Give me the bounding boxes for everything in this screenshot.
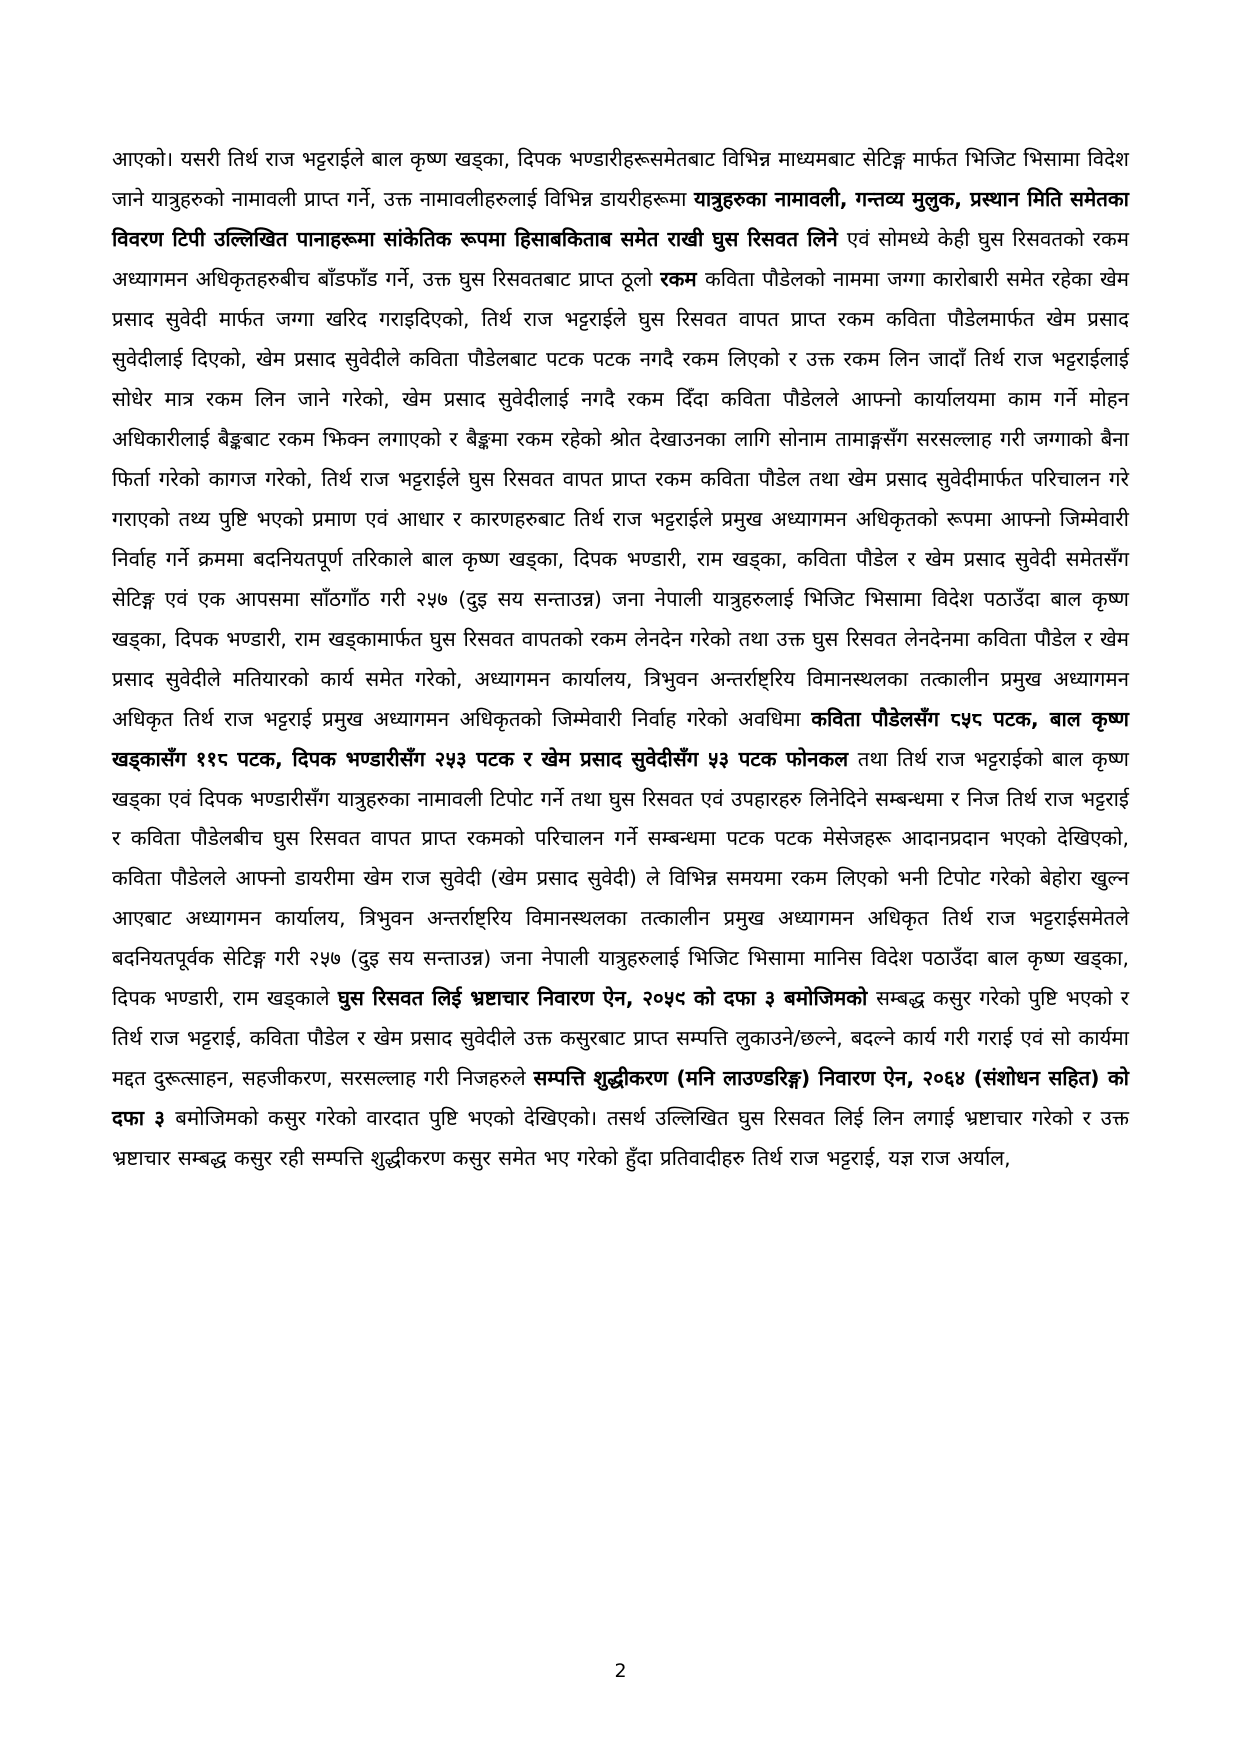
page-number: 2 (614, 1660, 627, 1682)
text-run: सम्बद्ध कसुर गरेको पुष्टि भएको र तिर्थ राज भट्टराई, कविता पौडेल र खेम प्रसाद सुवेदीले उक्त कसुरबाट प्राप्त सम्पत्ति लुकाउने/छल्ने, बदल्ने कार्य गरी गराई एवं सो कार्यमा मद्दत दुरूत्साहन, सहजीकरण, सरसल्लाह गरी निजहरुले (112, 986, 1130, 1091)
text-run: घुस रिसवत लिई (337, 986, 471, 1011)
body-paragraph (112, 140, 1129, 1179)
text-run: यात्रुहरुका नामावली, गन्तव्य मुलुक, प्रस्थान मिति समेतका विवरण टिपी उल्लिखित पानाहरूमा सांकेतिक रूपमा हिसाबकिताब समेत राखी घुस रिसवत लिने (112, 186, 1129, 251)
text-run: बमोजिमको कसुर गरेको वारदात पुष्टि भएको देखिएको। तसर्थ उल्लिखित घुस रिसवत लिई लिन लगाई भ्रष्टाचार गरेको र उक्त भ्रष्टाचार सम्बद्ध कसुर रही सम्पत्ति शुद्धीकरण कसुर समेत भए गरेको हुँदा प्रतिवादीहरु तिर्थ राज भट्टराई, यज्ञ राज अर्याल, (112, 1106, 1130, 1171)
text-run: एवं सोमध्ये केही घुस रिसवतको रकम अध्यागमन अधिकृतहरुबीच बाँडफाँड गर्ने, उक्त घुस रिसवतबाट प्राप्त ठूलो (112, 226, 1129, 291)
text-run: तथा तिर्थ राज भट्टराईको बाल कृष्ण खड्का एवं दिपक भण्डारीसँग यात्रुहरुका नामावली टिपोट गर्ने तथा घुस रिसवत एवं उपहारहरु लिनेदिने सम्बन्धमा र निज तिर्थ राज भट्टराई र कविता पौडेलबीच घुस रिसवत वापत प्राप्त रकमको परिचालन गर्ने सम्बन्धमा पटक पटक मेसेजहरू आदानप्रदान भएको देखिएको, कविता पौडेलले आफ्नो डायरीमा खेम राज सुवेदी (खेम प्रसाद सुवेदी) ले विभिन्न समयमा रकम लिएको भनी टिपोट गरेको बेहोरा खुल्न आएबाट अध्यागमन कार्यालय, त्रिभुवन अन्तर्राष्ट्रिय विमानस्थलका तत्कालीन प्रमुख अध्यागमन अधिकृत तिर्थ राज भट्टराईसमेतले बदनियतपूर्वक सेटिङ्ग गरी २५७ (दुइ सय सन्ताउन्न) जना नेपाली यात्रुहरुलाई भिजिट भिसामा मानिस विदेश पठाउँदा बाल कृष्ण खड्का, दिपक भण्डारी, राम खड्काले (112, 746, 1129, 1011)
text-run: कविता पौडेलसँग ८५८ पटक, बाल कृष्ण खड्कासँग ११८ पटक, दिपक भण्डारीसँग २५३ पटक र खेम प्रसाद सुवेदीसँग ५३ पटक फोनकल (112, 706, 1130, 771)
text-run: भ्रष्टाचार निवारण ऐन, २०५९ को दफा ३ बमोजिमको (470, 986, 877, 1011)
text-run: सम्पत्ति शुद्धीकरण (मनि लाउण्डरिङ्ग) निवारण ऐन, २०६४ (संशोधन सहित) को दफा ३ (112, 1066, 1129, 1131)
text-run: कविता पौडेलको नाममा जग्गा कारोबारी समेत रहेका खेम प्रसाद सुवेदी मार्फत जग्गा खरिद गराइदिएको, तिर्थ राज भट्टराईले घुस रिसवत वापत प्राप्त रकम कविता पौडेलमार्फत खेम प्रसाद सुवेदीलाई दिएको, खेम प्रसाद सुवेदीले कविता पौडेलबाट पटक पटक नगदै रकम लिएको र उक्त रकम लिन जादाँ तिर्थ राज भट्टराईलाई सोधेर मात्र रकम लिन जाने गरेको, खेम प्रसाद सुवेदीलाई नगदै रकम दिँदा कविता पौडेलले आफ्नो कार्यालयमा काम गर्ने मोहन अधिकारीलाई बैङ्कबाट रकम झिक्न लगाएको र बैङ्कमा रकम रहेको श्रोत देखाउनका लागि सोनाम तामाङ्गसँग सरसल्लाह गरी जग्गाको बैना फिर्ता गरेको कागज गरेको, तिर्थ राज भट्टराईले घुस रिसवत वापत प्राप्त रकम कविता पौडेल तथा खेम प्रसाद सुवेदीमार्फत परिचालन गरे गराएको तथ्य पुष्टि भएको प्रमाण एवं आधार र कारणहरुबाट तिर्थ राज भट्टराईले प्रमुख अध्यागमन अधिकृतको रूपमा आफ्नो जिम्मेवारी निर्वाह गर्ने क्रममा बदनियतपूर्ण तरिकाले बाल कृष्ण खड्का, दिपक भण्डारी, राम खड्का, कविता पौडेल र खेम प्रसाद सुवेदी समेतसँग सेटिङ्ग एवं एक आपसमा साँठगाँठ गरी २५७ (दुइ सय सन्ताउन्न) जना नेपाली यात्रुहरुलाई भिजिट भिसामा विदेश पठाउँदा बाल कृष्ण खड्का, दिपक भण्डारी, राम खड्कामार्फत घुस रिसवत वापतको रकम लेनदेन गरेको तथा उक्त घुस रिसवत लेनदेनमा कविता पौडेल र खेम प्रसाद सुवेदीले मतियारको कार्य समेत गरेको, अध्यागमन कार्यालय, त्रिभुवन अन्तर्राष्ट्रिय विमानस्थलका तत्कालीन प्रमुख अध्यागमन अधिकृत तिर्थ राज भट्टराई प्रमुख अध्यागमन अधिकृतको जिम्मेवारी निर्वाह गरेको अवधिमा (112, 266, 1129, 731)
document-body (112, 140, 1129, 1179)
text-run: रकम (660, 266, 706, 291)
text-run: आएको। यसरी तिर्थ राज भट्टराईले बाल कृष्ण खड्का, दिपक भण्डारीहरूसमेतबाट विभिन्न माध्यमबाट सेटिङ्ग मार्फत भिजिट भिसामा विदेश जाने यात्रुहरुको नामावली प्राप्त गर्ने, उक्त नामावलीहरुलाई विभिन्न डायरीहरूमा (112, 147, 1129, 211)
